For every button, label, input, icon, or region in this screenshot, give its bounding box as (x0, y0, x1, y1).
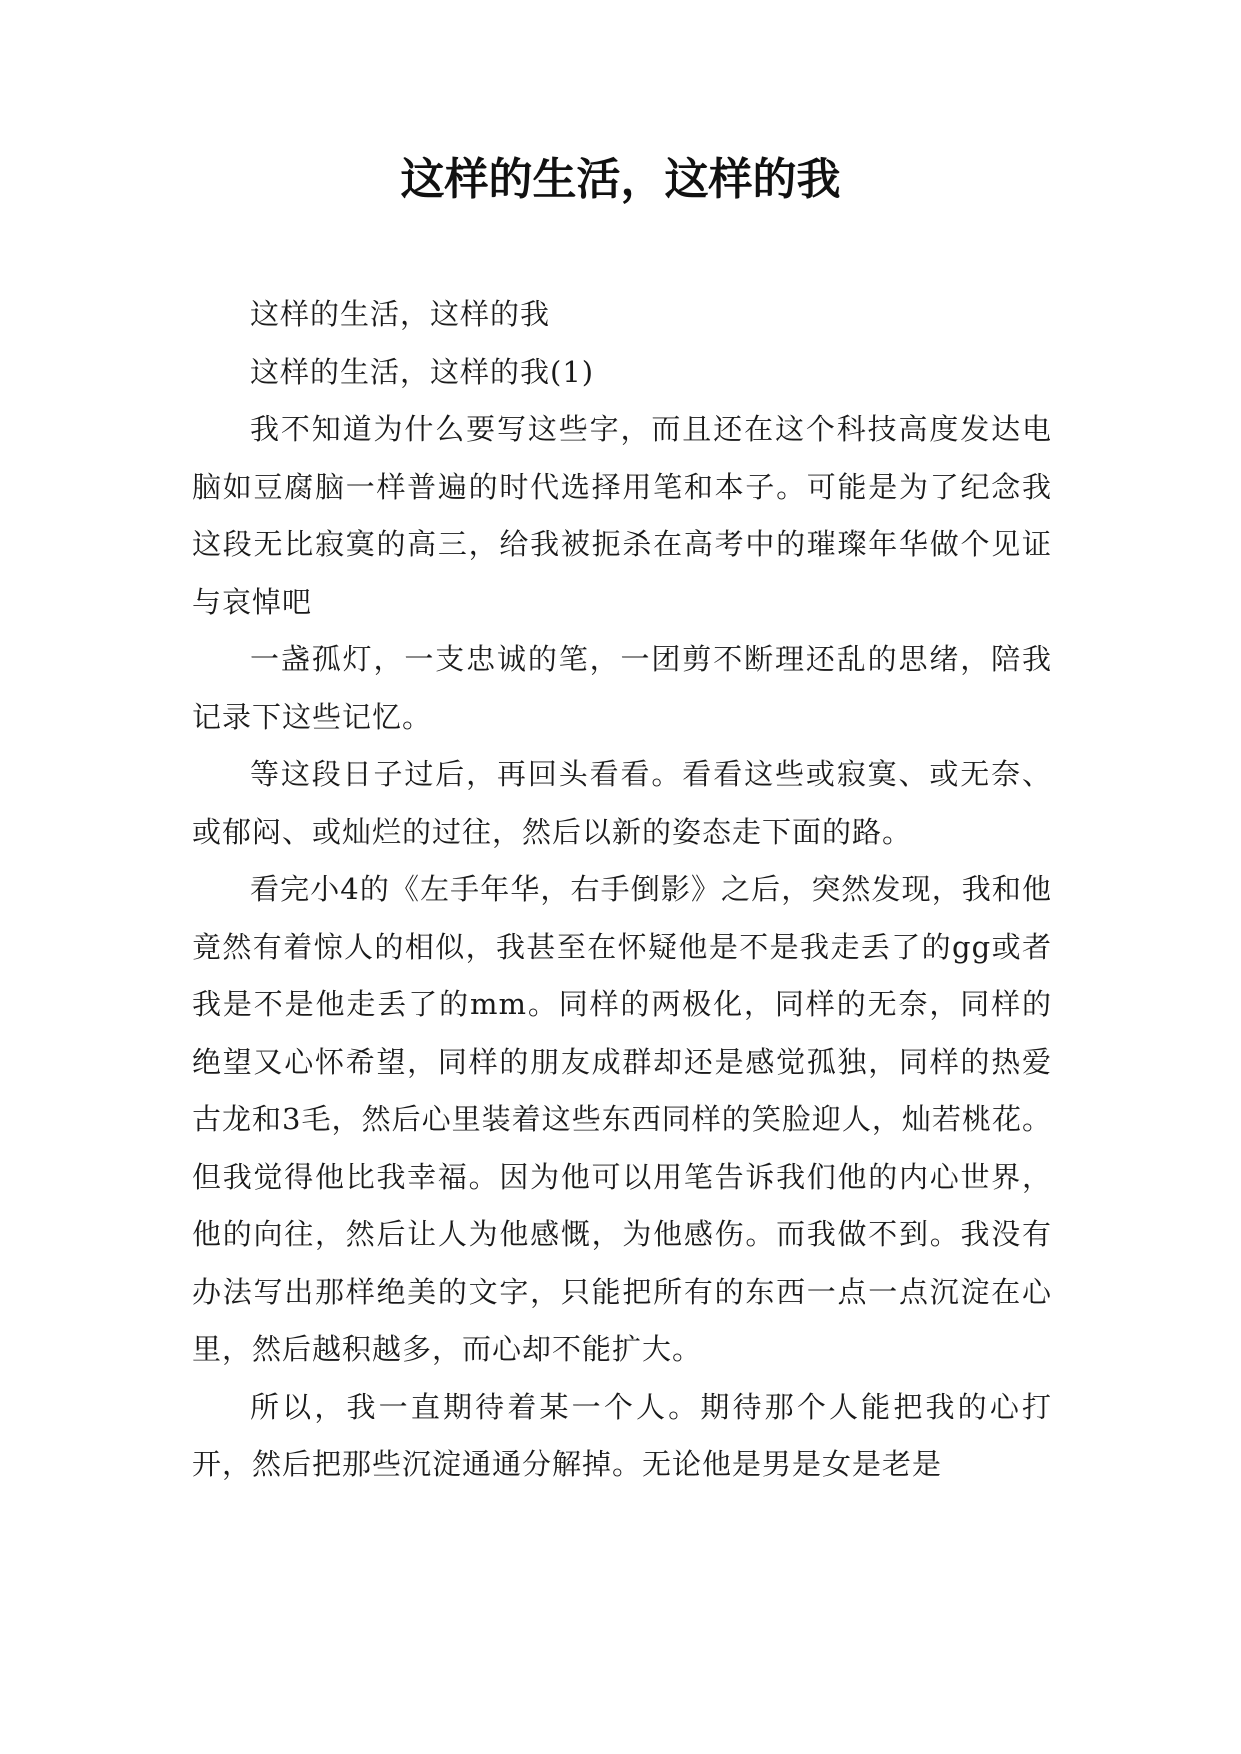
paragraph: 我不知道为什么要写这些字，而且还在这个科技高度发达电脑如豆腐脑一样普遍的时代选择用笔和本子。可能是为了纪念我这段无比寂寞的高三，给我被扼杀在高考中的璀璨年华做个见证与哀悼吧 (192, 412, 1052, 619)
document-body (192, 286, 1052, 1494)
paragraph: 一盏孤灯，一支忠诚的笔，一团剪不断理还乱的思绪，陪我记录下这些记忆。 (192, 642, 1052, 734)
paragraph: 所以，我一直期待着某一个人。期待那个人能把我的心打开，然后把那些沉淀通通分解掉。无论他是男是女是老是 (192, 1389, 1052, 1481)
paragraph: 这样的生活，这样的我(1) (250, 354, 595, 389)
paragraph: 这样的生活，这样的我 (250, 297, 551, 331)
paragraph: 等这段日子过后，再回头看看。看看这些或寂寞、或无奈、或郁闷、或灿烂的过往，然后以新的姿态走下面的路。 (192, 757, 1052, 849)
document-title: 这样的生活，这样的我 (400, 154, 841, 205)
paragraph: 看完小4的《左手年华，右手倒影》之后，突然发现，我和他竟然有着惊人的相似，我甚至在怀疑他是不是我走丢了的gg或者我是不是他走丢了的mm。同样的两极化，同样的无奈，同样的绝望又心怀希望，同样的朋友成群却还是感觉孤独，同样的热爱古龙和3毛，然后心里装着这些东西同样的笑脸迎人，灿若桃花。但我觉得他比我幸福。因为他可以用笔告诉我们他的内心世界，他的向往，然后让人为他感慨，为他感伤。而我做不到。我没有办法写出那样绝美的文字，只能把所有的东西一点一点沉淀在心里，然后越积越多，而心却不能扩大。 (192, 872, 1052, 1366)
